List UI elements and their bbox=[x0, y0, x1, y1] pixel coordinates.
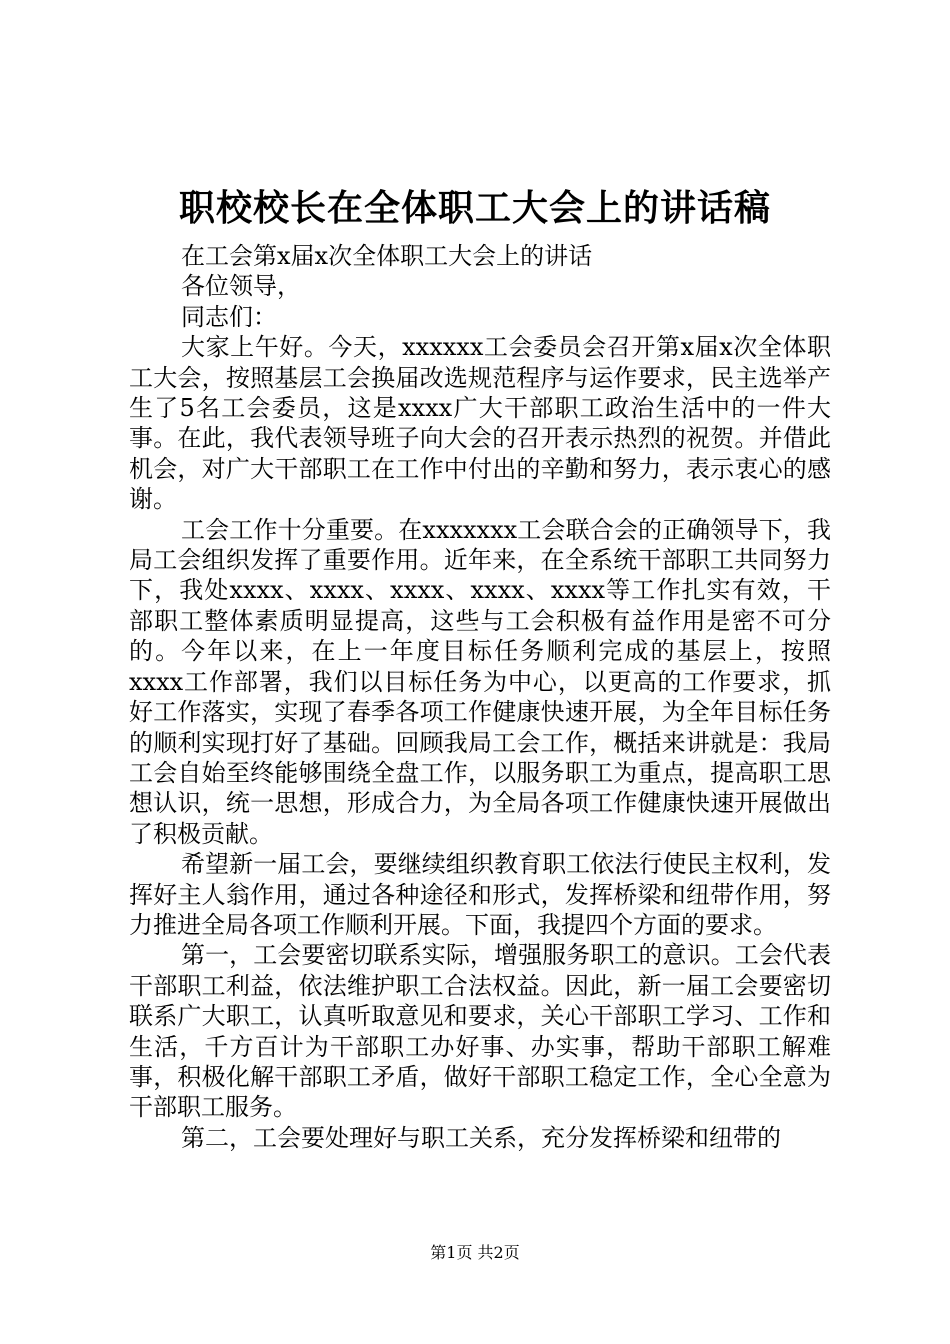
paragraph-greeting: 大家上午好。今天，xxxxxx工会委员会召开第x届x次全体职工大会，按照基层工会换届改选规范程序与运作要求，民主选举产生了5名工会委员，这是xxxx广大干部职工政治生活中的一件大事。在此，我代表领导班子向大会的召开表示热烈的祝贺。并借此机会，对广大干部职工在工作中付出的辛勤和努力，表示衷心的感谢。 bbox=[129, 333, 831, 514]
speech-subtitle: 在工会第x届x次全体职工大会上的讲话 bbox=[181, 242, 593, 270]
paragraph-second-requirement: 第二，工会要处理好与职工关系，充分发挥桥梁和纽带的 bbox=[181, 1123, 781, 1152]
document-body bbox=[129, 241, 831, 1153]
salutation-comrades: 同志们： bbox=[181, 302, 277, 331]
document-title: 职校校长在全体职工大会上的讲话稿 bbox=[178, 187, 771, 229]
paragraph-union-importance: 工会工作十分重要。在xxxxxxx工会联合会的正确领导下，我局工会组织发挥了重要作用。近年来，在全系统干部职工共同努力下，我处xxxx、xxxx、xxxx、xxxx、xxxx等工作扎实有效，干部职工整体素质明显提高，这些与工会积极有益作用是密不可分的。今年以来，在上一年度目标任务顺利完成的基层上，按照xxxx工作部署，我们以目标任务为中心，以更高的工作要求，抓好工作落实，实现了春季各项工作健康快速开展，为全年目标任务的顺利实现打好了基础。回顾我局工会工作，概括来讲就是：我局工会自始至终能够围绕全盘工作，以服务职工为重点，提高职工思想认识，统一思想，形成合力，为全局各项工作健康快速开展做出了积极贡献。 bbox=[129, 515, 831, 848]
paragraph-first-requirement: 第一，工会要密切联系实际，增强服务职工的意识。工会代表干部职工利益，依法维护职工合法权益。因此，新一届工会要密切联系广大职工，认真听取意见和要求，关心干部职工学习、工作和生活，千方百计为干部职工办好事、办实事，帮助干部职工解难事，积极化解干部职工矛盾，做好干部职工稳定工作，全心全意为干部职工服务。 bbox=[129, 941, 831, 1122]
paragraph-expectations: 希望新一届工会，要继续组织教育职工依法行使民主权利，发挥好主人翁作用，通过各种途径和形式，发挥桥梁和纽带作用，努力推进全局各项工作顺利开展。下面，我提四个方面的要求。 bbox=[129, 850, 831, 939]
salutation-leaders: 各位领导， bbox=[181, 272, 301, 301]
page-number-footer: 第1页 共2页 bbox=[430, 1243, 520, 1262]
